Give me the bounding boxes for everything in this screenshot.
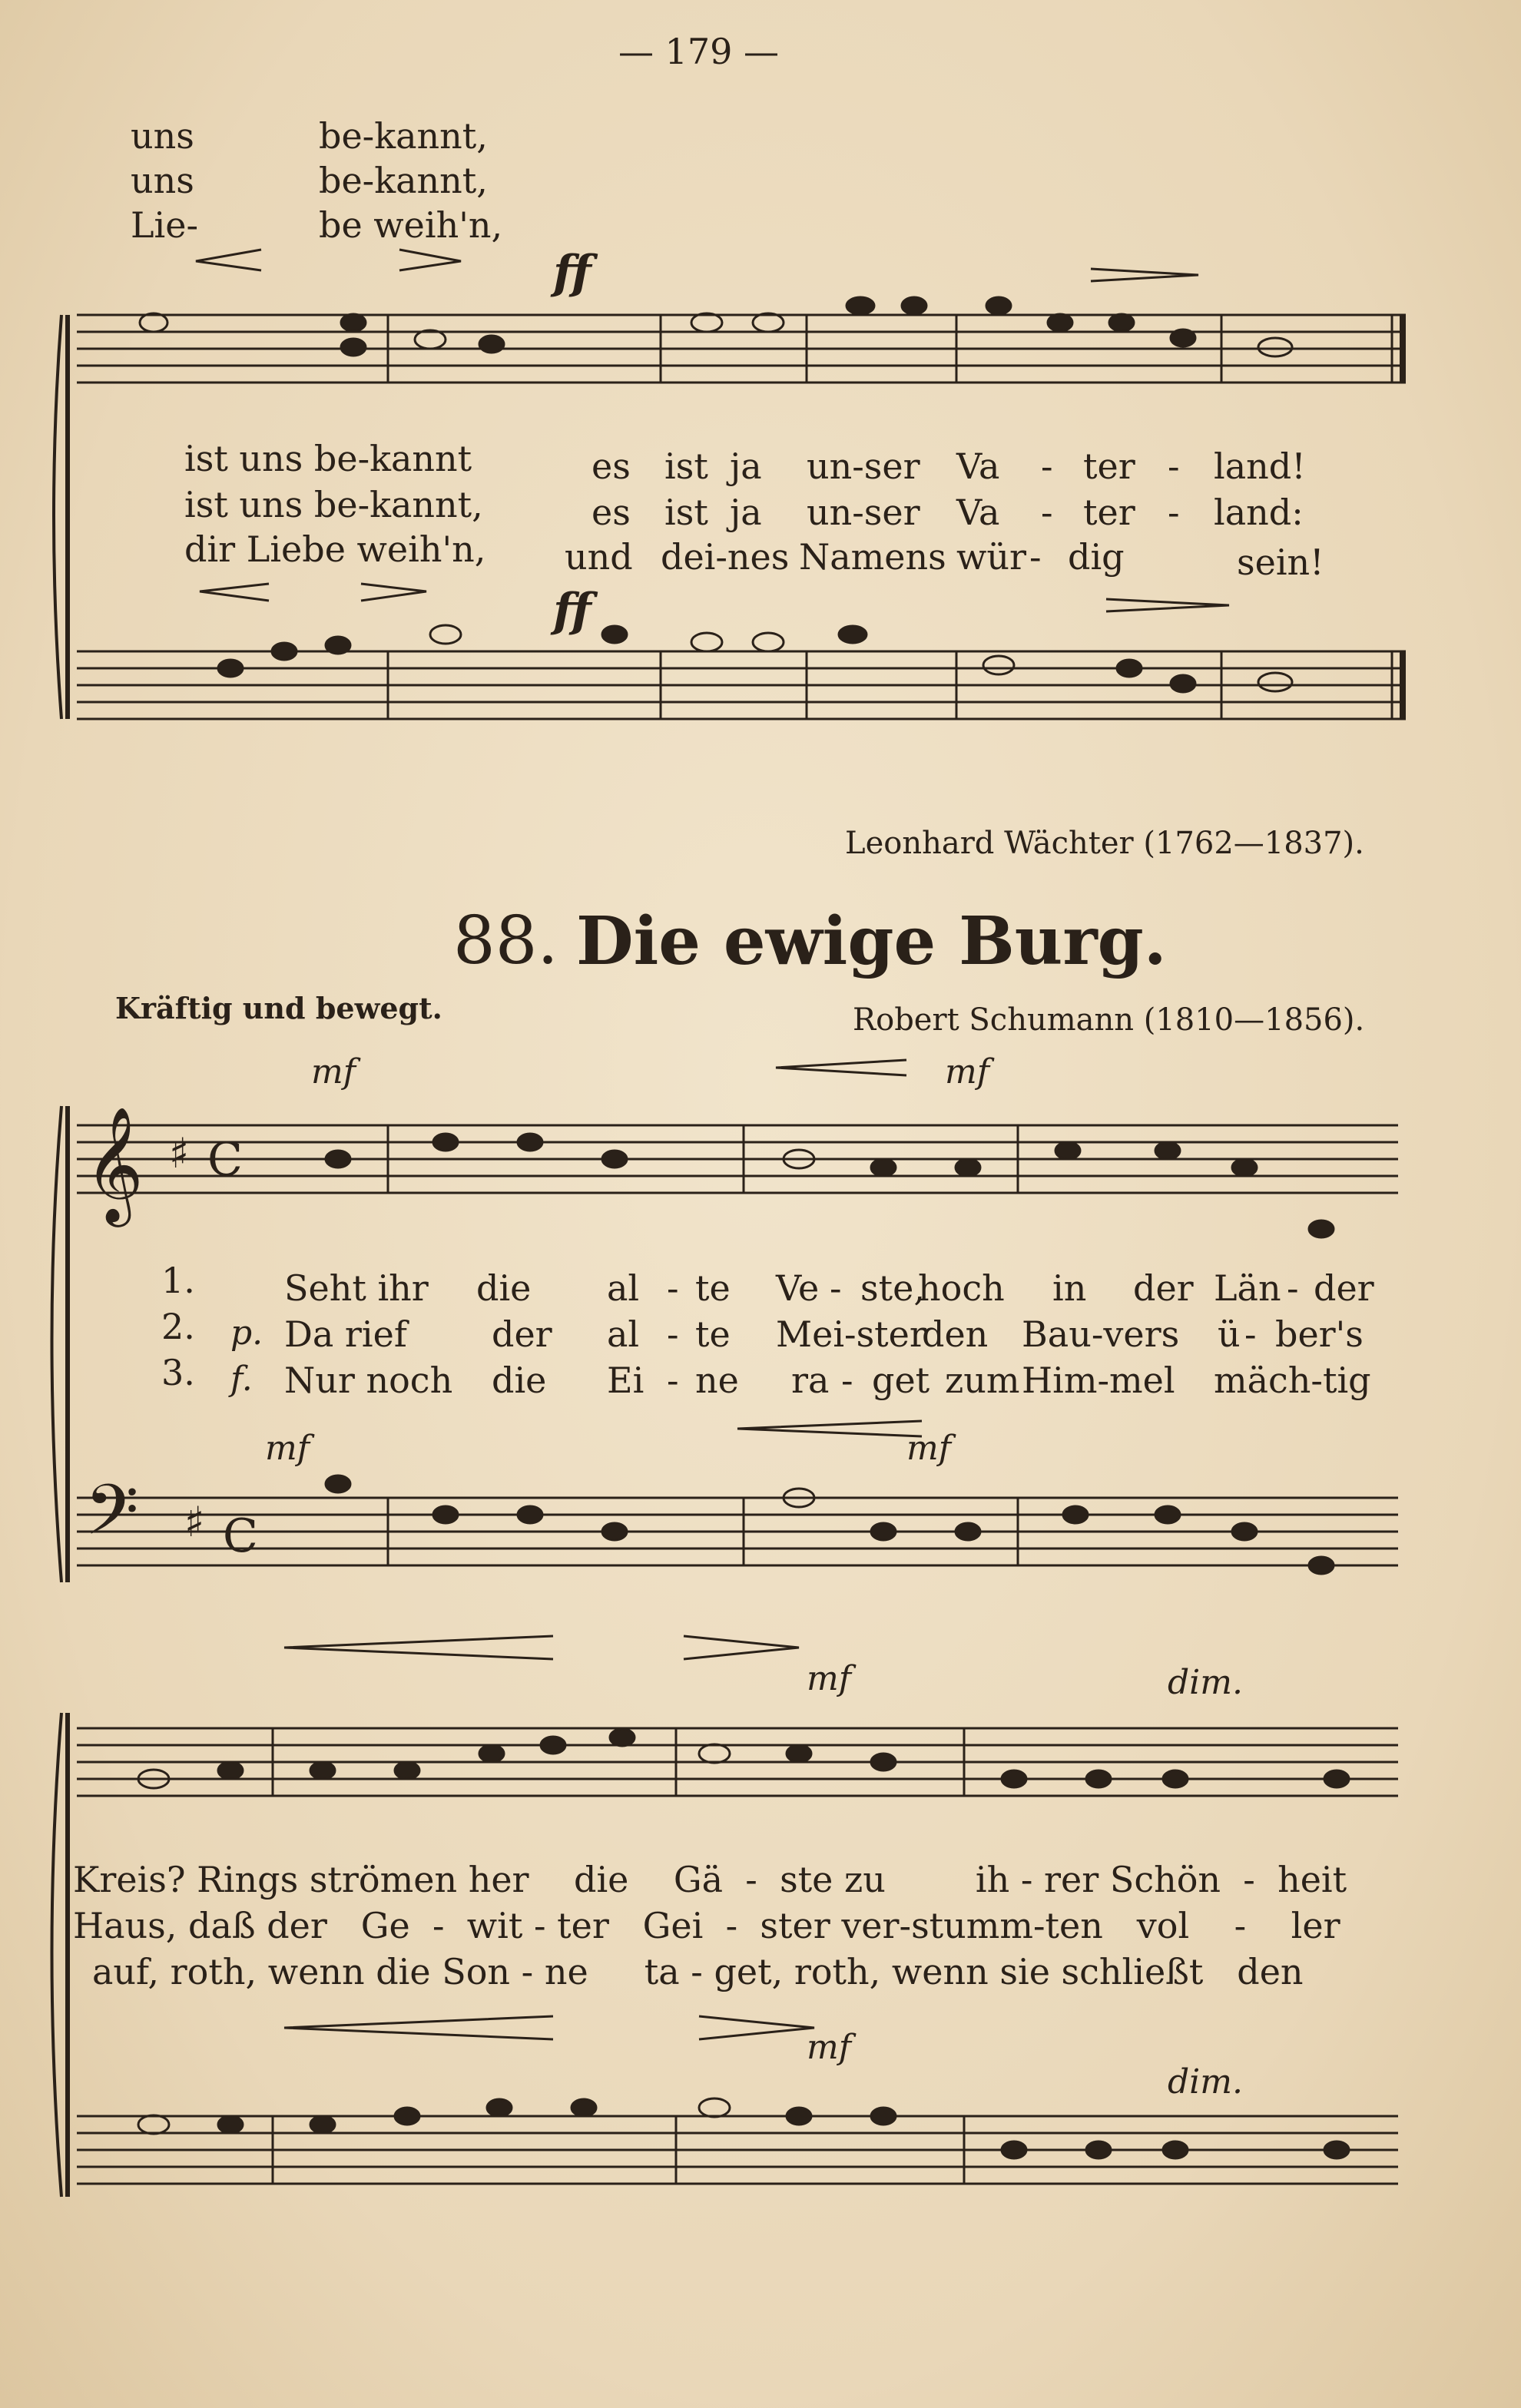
verse-dynamic: p.	[230, 1313, 263, 1353]
lyric-word: ist uns be-kannt	[184, 438, 472, 479]
lyric-word: wür	[956, 536, 1026, 578]
staff-1b	[77, 651, 1406, 719]
lyric-word: -	[1041, 492, 1053, 533]
page-number: — 179 —	[618, 31, 780, 72]
dynamic-mf: mf	[311, 1052, 356, 1091]
lyric-word: dir Liebe weih'n,	[184, 528, 486, 570]
lyric-word: zum	[945, 1360, 1020, 1401]
lyric-word: Mei-ster	[776, 1313, 926, 1355]
lyric-word: die	[476, 1267, 532, 1309]
svg-text:♯: ♯	[184, 1498, 205, 1546]
lyric-word: ter	[1083, 445, 1135, 487]
lyric-word: mäch-tig	[1214, 1360, 1371, 1401]
lyric-word: Län	[1214, 1267, 1281, 1309]
dynamic-dim: dim.	[1168, 1663, 1243, 1702]
lyric-word: -	[1168, 492, 1180, 533]
verse-number: 2.	[161, 1306, 195, 1347]
verse-number: 3.	[161, 1352, 195, 1393]
tempo-marking: Kräftig und bewegt.	[115, 991, 442, 1025]
hymn-composer: Robert Schumann (1810—1856).	[853, 1002, 1365, 1038]
lyric-word: get	[872, 1360, 930, 1401]
svg-text:𝄢: 𝄢	[84, 1469, 139, 1568]
lyric-word: Ve	[776, 1267, 820, 1309]
fragment-left-3: Lie-	[131, 204, 199, 246]
dynamic-mf: mf	[807, 2028, 852, 2067]
lyric-word: -	[667, 1313, 679, 1355]
staff-3b	[77, 2116, 1398, 2184]
lyric-word: Him-mel	[1022, 1360, 1175, 1401]
lyric-word: die	[492, 1360, 547, 1401]
lyric-word: Va	[956, 445, 1000, 487]
lyric-word: Ei	[607, 1360, 645, 1401]
fragment-mid-2: be-kannt,	[319, 160, 488, 201]
lyric-word: al	[607, 1313, 640, 1355]
staff-2a	[77, 1125, 1398, 1193]
lyric-word: -	[830, 1267, 842, 1309]
lyric-word: den	[922, 1313, 989, 1355]
lyric-word: der	[1314, 1267, 1374, 1309]
svg-text:C: C	[223, 1509, 258, 1563]
lyric-word: ja	[730, 492, 762, 533]
hymn-number: 88.	[453, 903, 558, 979]
lyric-word: Va	[956, 492, 1000, 533]
composer-credit-top: Leonhard Wächter (1762—1837).	[845, 826, 1364, 861]
lyric-word: -	[1287, 1267, 1299, 1309]
lyric-word: ist	[664, 492, 708, 533]
lyric-word: hoch	[918, 1267, 1005, 1309]
staff-3a	[77, 1728, 1398, 1796]
lyric-word: -	[667, 1267, 679, 1309]
lyric-word: te	[695, 1267, 731, 1309]
dynamic-ff-top: ff	[553, 246, 592, 300]
dynamic-mf: mf	[945, 1052, 990, 1091]
lyric-word: dei-nes	[661, 536, 790, 578]
lyric-word: Namens	[799, 536, 946, 578]
lyric-word: ra	[791, 1360, 830, 1401]
hymn-title: Die ewige Burg.	[576, 903, 1167, 980]
verse-number: 1.	[161, 1260, 195, 1301]
lyric-word: ja	[730, 445, 762, 487]
lyric-word: Bau-vers	[1022, 1313, 1180, 1355]
dynamic-mf: mf	[906, 1429, 952, 1468]
lyric-word: ter	[1083, 492, 1135, 533]
verse-dynamic: f.	[230, 1360, 253, 1399]
lyric-word: -	[841, 1360, 853, 1401]
fragment-mid-1: be-kannt,	[319, 115, 488, 157]
lyric-word: ber's	[1275, 1313, 1364, 1355]
lyric-word: -	[1168, 445, 1180, 487]
lyric-word: land!	[1214, 445, 1306, 487]
lyric-word: -	[667, 1360, 679, 1401]
lyric-word: ne	[695, 1360, 739, 1401]
lyric-word: und	[565, 536, 633, 578]
lyric-word: es	[592, 445, 631, 487]
svg-text:♯: ♯	[169, 1129, 190, 1178]
lyric-word: te	[695, 1313, 731, 1355]
lyric-word: al	[607, 1267, 640, 1309]
lyric-word: dig	[1068, 536, 1125, 578]
lyric-word: der	[1133, 1267, 1194, 1309]
lyric-word: -	[1244, 1313, 1257, 1355]
lyric-word: land:	[1214, 492, 1304, 533]
svg-text:C: C	[207, 1133, 243, 1187]
verse-1-line-2: Kreis? Rings strömen her die Gä - ste zu ih - rer Schön - heit	[73, 1859, 1347, 1900]
staff-2b	[77, 1498, 1398, 1565]
svg-text:𝄞: 𝄞	[84, 1105, 144, 1222]
dynamic-mf: mf	[265, 1429, 310, 1468]
fragment-left-1: uns	[131, 115, 194, 157]
lyric-word: in	[1052, 1267, 1087, 1309]
lyric-word: ist	[664, 445, 708, 487]
lyric-word: Nur noch	[284, 1360, 453, 1401]
verse-2-line-2: Haus, daß der Ge - wit - ter Gei - ster ver-stumm-ten vol - ler	[73, 1905, 1340, 1946]
fragment-mid-3: be weih'n,	[319, 204, 503, 246]
staff-1a	[77, 315, 1406, 383]
lyric-word: Da rief	[284, 1313, 407, 1355]
dynamic-mf: mf	[807, 1659, 852, 1698]
dynamic-ff-bass: ff	[553, 584, 592, 638]
lyric-word: es	[592, 492, 631, 533]
lyric-word: ü	[1218, 1313, 1241, 1355]
lyric-word: ste,	[860, 1267, 925, 1309]
verse-3-line-2: auf, roth, wenn die Son - ne ta - get, roth, wenn sie schließt den	[92, 1951, 1304, 1992]
lyric-word: der	[492, 1313, 552, 1355]
lyric-word: sein!	[1237, 542, 1324, 583]
fragment-left-2: uns	[131, 160, 194, 201]
lyric-word: ist uns be-kannt,	[184, 484, 483, 525]
lyric-word: un-ser	[807, 445, 920, 487]
lyric-word: -	[1041, 445, 1053, 487]
lyric-word: -	[1029, 536, 1042, 578]
lyric-word: Seht ihr	[284, 1267, 429, 1309]
lyric-word: un-ser	[807, 492, 920, 533]
dynamic-dim: dim.	[1168, 2062, 1243, 2102]
